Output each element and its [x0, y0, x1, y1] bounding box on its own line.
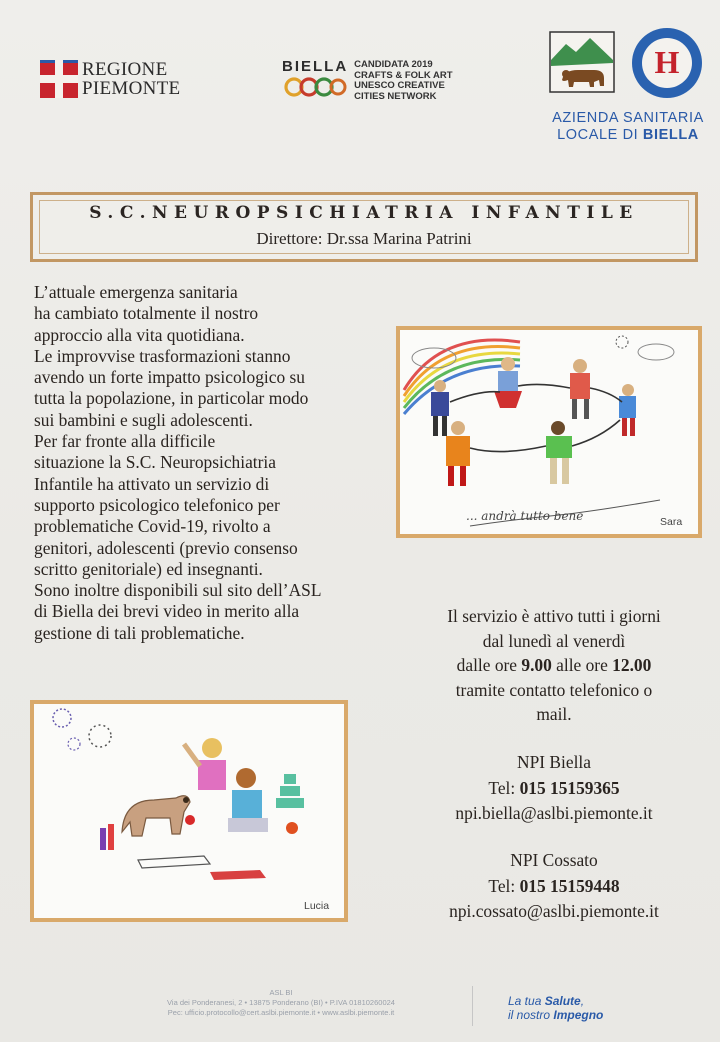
contact-phone: [404, 874, 704, 900]
service-hours-line: [404, 653, 704, 678]
slogan-text: La tua: [508, 994, 545, 1008]
biella-line: UNESCO CREATIVE: [354, 80, 445, 91]
asl-badge-icon: [632, 28, 702, 98]
contact-npi-biella: [404, 750, 704, 827]
footer-slogan: [508, 994, 603, 1022]
body-line: gestione di tali problematiche.: [34, 622, 245, 643]
director-line: Direttore: Dr.ssa Marina Patrini: [256, 229, 472, 248]
biella-candidacy-logo: [282, 58, 453, 102]
slogan-bold: Impegno: [553, 1008, 604, 1022]
piemonte-wordmark: [82, 60, 180, 98]
body-line: supporto psicologico telefonico per: [34, 494, 280, 515]
body-line: Per far fronte alla difficile: [34, 431, 216, 452]
lucia-drawing: [30, 700, 348, 922]
regione-piemonte-logo: [40, 60, 180, 98]
body-line: approccio alla vita quotidiana.: [34, 324, 245, 345]
body-line: sui bambini e sugli adolescenti.: [34, 409, 253, 430]
children-circle-drawing: [400, 330, 698, 534]
footer-divider: [472, 986, 473, 1026]
service-line: dal lunedì al venerdì: [482, 630, 626, 651]
slogan-text: ,: [580, 994, 585, 1008]
phone-label: Tel:: [488, 777, 520, 798]
body-line: di Biella dei brevi video in merito alla: [34, 601, 300, 622]
body-line: ha cambiato totalmente il nostro: [34, 303, 259, 324]
email-link[interactable]: npi.biella@aslbi.piemonte.it: [455, 803, 653, 823]
piemonte-line1: REGIONE: [82, 59, 168, 80]
contact-name: NPI Cossato: [510, 850, 598, 870]
biella-line: CRAFTS & FOLK ART: [354, 69, 453, 81]
biella-rings-icon: [282, 75, 348, 99]
slogan-text: il nostro: [508, 1008, 554, 1022]
body-line: genitori, adolescenti (previo consenso: [34, 537, 298, 558]
biella-candidacy-text: [354, 58, 452, 102]
body-line: tutta la popolazione, in particolar modo: [34, 388, 309, 409]
footer-address: [96, 988, 466, 1017]
sara-handwriting: ... andrà tutto bene: [466, 509, 584, 523]
contact-phone: [404, 776, 704, 802]
end-time: 12.00: [612, 655, 652, 676]
email-link[interactable]: npi.cossato@aslbi.piemonte.it: [449, 901, 659, 921]
biella-wordmark: BIELLA: [282, 58, 349, 75]
sara-caption: Sara: [660, 516, 683, 528]
lucia-caption: Lucia: [304, 900, 330, 912]
body-line: problematiche Covid-19, rivolto a: [34, 516, 271, 537]
asl-name-prefix: LOCALE DI: [557, 127, 643, 143]
service-line: mail.: [536, 704, 572, 725]
asl-name-line2: [548, 127, 708, 144]
body-line: avendo un forte impatto psicologico su: [34, 367, 305, 388]
phone-label: Tel:: [488, 875, 520, 896]
body-line: Le improvvise trasformazioni stanno: [34, 345, 291, 366]
hours-prefix: dalle ore: [456, 655, 522, 676]
phone-number-link[interactable]: 015 15159448: [519, 875, 620, 896]
start-time: 9.00: [521, 655, 552, 676]
piemonte-flag-icon: [40, 60, 78, 98]
body-line: situazione la S.C. Neuropsichiatria: [34, 452, 276, 473]
sara-drawing: [396, 326, 702, 538]
slogan-line2: [508, 1008, 603, 1022]
footer-org: ASL BI: [269, 988, 293, 997]
slogan-bold: Salute: [544, 994, 581, 1008]
phone-number-link[interactable]: 015 15159365: [519, 777, 620, 798]
piemonte-line2: PIEMONTE: [82, 78, 181, 99]
page-title: S.C.NEUROPSICHIATRIA INFANTILE: [89, 203, 639, 223]
biella-line: CITIES NETWORK: [354, 90, 437, 102]
bear-landscape-icon: [548, 30, 616, 94]
intro-text: [34, 282, 378, 644]
asl-name-city: BIELLA: [642, 127, 699, 143]
service-line: Il servizio è attivo tutti i giorni: [447, 606, 661, 626]
body-line: scritto genitoriale) ed insegnanti.: [34, 558, 263, 579]
biella-line: CANDIDATA 2019: [354, 59, 433, 70]
asl-name-line1: AZIENDA SANITARIA: [552, 110, 704, 126]
body-line: Infantile ha attivato un servizio di: [34, 473, 270, 494]
service-hours: [404, 604, 704, 727]
title-box: [30, 192, 698, 262]
asl-badge-letter: H: [654, 44, 680, 80]
body-line: L’attuale emergenza sanitaria: [34, 282, 238, 302]
footer-contact-line: Pec: ufficio.protocollo@cert.aslbi.piemonte.it • www.aslbi.piemonte.it: [167, 1007, 395, 1017]
contact-name: NPI Biella: [517, 752, 591, 772]
children-playing-drawing: [34, 704, 344, 918]
service-line: tramite contatto telefonico o: [455, 679, 653, 700]
hours-mid: alle ore: [551, 655, 613, 676]
footer-address-line: Via dei Ponderanesi, 2 • 13875 Ponderano (BI) • P.IVA 01810260024: [167, 997, 395, 1007]
contact-npi-cossato: [404, 848, 704, 925]
slogan-line1: [508, 994, 603, 1008]
body-line: Sono inoltre disponibili sul sito dell’ASL: [34, 580, 322, 601]
asl-name: [548, 110, 708, 144]
